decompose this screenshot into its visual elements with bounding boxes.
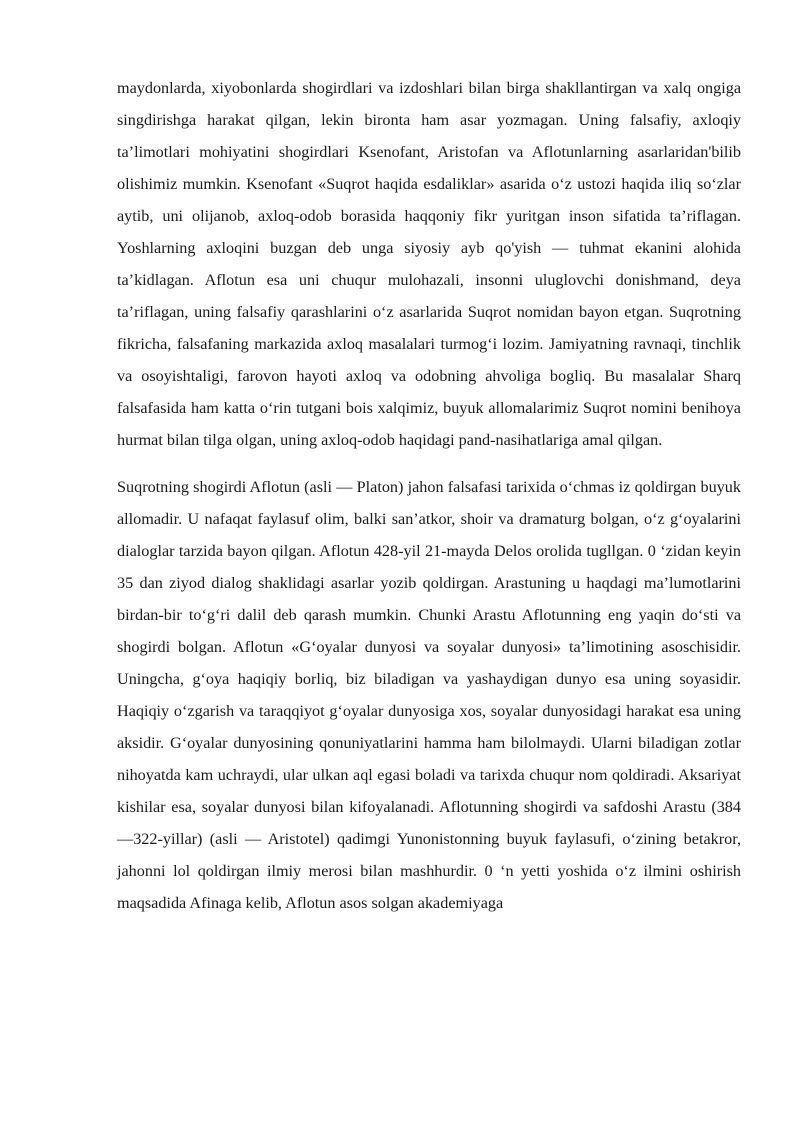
paragraph-suqrot-teachings: maydonlarda, xiyobonlarda shogirdlari va izdoshlari bilan birga shakllantirgan va xalq ongiga singdirishga harakat qilgan, lekin bironta ham asar yozmagan. Uning falsafiy, axloqiy ta’limotlari mohiyatini shogirdlari Ksenofant, Aristofan va Aflotunlarning asarlaridan'bilib olishimiz mumkin. Ksenofant «Suqrot haqida esdaliklar» asarida o‘z ustozi haqida iliq so‘zlar aytib, uni olijanob, axloq-odob borasida haqqoniy fikr yuritgan inson sifatida ta’riflagan. Yoshlarning axloqini buzgan deb unga siyosiy ayb qo'yish — tuhmat ekanini alohida ta’kidlagan. Aflotun esa uni chuqur mulohazali, insonni uluglovchi donishmand, deya ta’riflagan, uning falsafiy qarashlarini o‘z asarlarida Suqrot nomidan bayon etgan. Suqrotning fikricha, falsafaning markazida axloq masalalari turmog‘i lozim. Jamiyatning ravnaqi, tinchlik va osoyishtaligi, farovon hayoti axloq va odobning ahvoliga bogliq. Bu masalalar Sharq falsafasida ham katta o‘rin tutgani bois xalqimiz, buyuk allomalarimiz Suqrot nomini benihoya hurmat bilan tilga olgan, uning axloq-odob haqidagi pand-nasihatlariga amal qilgan. (117, 79, 741, 449)
document-body (117, 72, 741, 919)
paragraph-aflotun-arastu: Suqrotning shogirdi Aflotun (asli — Platon) jahon falsafasi tarixida o‘chmas iz qoldirgan buyuk allomadir. U nafaqat faylasuf olim, balki san’atkor, shoir va dramaturg bolgan, o‘z g‘oyalarini dialoglar tarzida bayon qilgan. Aflotun 428-yil 21-mayda Delos orolida tugllgan. 0 ‘zidan keyin 35 dan ziyod dialog shaklidagi asarlar yozib qoldirgan. Arastuning u haqdagi ma’lumotlarini birdan-bir to‘g‘ri dalil deb qarash mumkin. Chunki Arastu Aflotunning eng yaqin do‘sti va shogirdi bolgan. Aflotun «G‘oyalar dunyosi va soyalar dunyosi» ta’limotining asoschisidir. Uningcha, g‘oya haqiqiy borliq, biz biladigan va yashaydigan dunyo esa uning soyasidir. Haqiqiy o‘zgarish va taraqqiyot g‘oyalar dunyosiga xos, soyalar dunyosidagi harakat esa uning aksidir. G‘oyalar dunyosining qonuniyatlarini hamma ham bilolmaydi. Ularni biladigan zotlar nihoyatda kam uchraydi, ular ulkan aql egasi boladi va tarixda chuqur nom qoldiradi. Aksariyat kishilar esa, soyalar dunyosi bilan kifoyalanadi. Aflotunning shogirdi va safdoshi Arastu (384 —322-yillar) (asli — Aristotel) qadimgi Yunonistonning buyuk faylasufi, o‘zining betakror, jahonni lol qoldirgan ilmiy merosi bilan mashhurdir. 0 ‘n yetti yoshida o‘z ilmini oshirish maqsadida Afinaga kelib, Aflotun asos solgan akademiyaga (117, 478, 741, 912)
